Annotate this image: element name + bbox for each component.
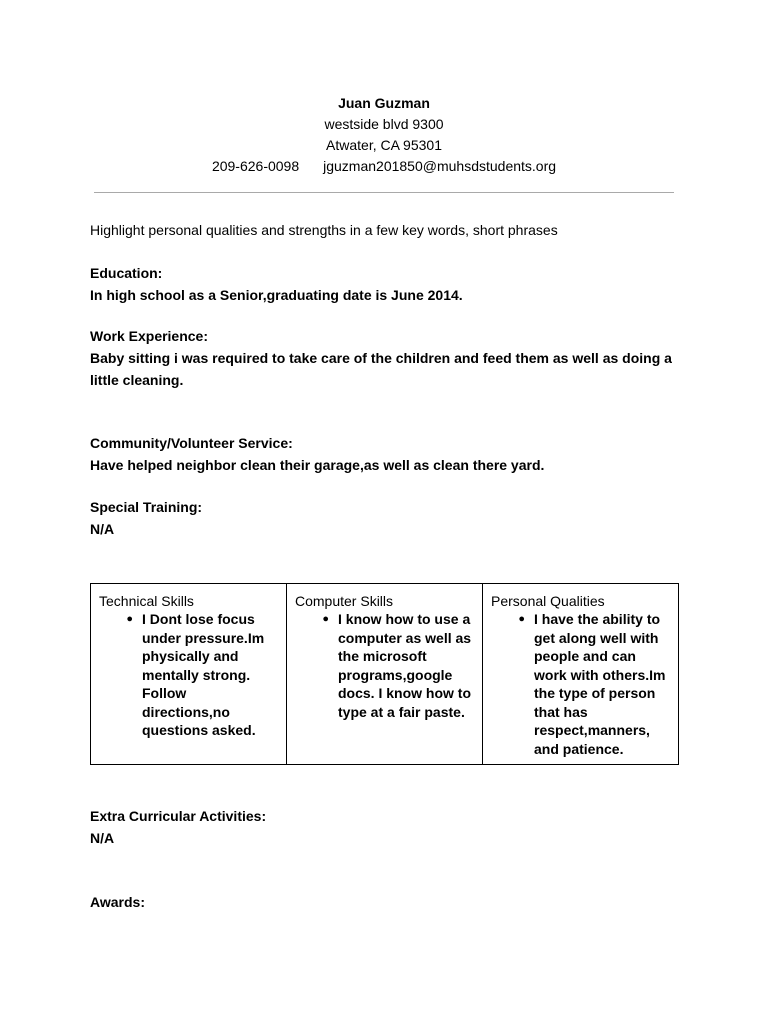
technical-skills-cell	[91, 584, 287, 765]
special-training-heading: Special Training:	[90, 499, 203, 515]
special-training-text: N/A	[90, 521, 115, 537]
address-line-2: Atwater, CA 95301	[326, 137, 442, 153]
address-line-1: westside blvd 9300	[324, 116, 444, 132]
computer-skills-heading: Computer Skills	[295, 593, 394, 609]
work-experience-text: Baby sitting i was required to take care of the children and feed them as well as doing a little cleaning.	[90, 350, 672, 388]
technical-skills-heading: Technical Skills	[99, 593, 194, 609]
personal-qualities-text: I have the ability to get along well with people and can work with others.Im the type of person that has respect,manners, and patience.	[534, 611, 666, 757]
contact-line	[0, 156, 768, 177]
awards-section	[90, 891, 690, 913]
special-training-section	[90, 496, 690, 540]
bullet-icon: ●	[126, 613, 133, 625]
extracurricular-text: N/A	[90, 830, 115, 846]
work-experience-section	[90, 325, 690, 391]
extracurricular-section	[90, 805, 690, 849]
community-service-heading: Community/Volunteer Service:	[90, 435, 293, 451]
computer-skills-cell	[287, 584, 483, 765]
community-service-section	[90, 432, 690, 476]
community-service-text: Have helped neighbor clean their garage,as well as clean there yard.	[90, 457, 545, 473]
computer-skills-text: I know how to use a computer as well as the microsoft programs,google docs. I know how to type at a fair paste.	[338, 611, 472, 720]
education-text: In high school as a Senior,graduating date is June 2014.	[90, 287, 463, 303]
personal-qualities-heading: Personal Qualities	[491, 593, 605, 609]
tagline: Highlight personal qualities and strengths in a few key words, short phrases	[90, 222, 558, 238]
awards-heading: Awards:	[90, 894, 145, 910]
education-section	[90, 262, 690, 306]
phone-number: 209-626-0098	[211, 158, 300, 174]
header-divider	[94, 192, 674, 193]
technical-skills-item	[99, 610, 278, 740]
skills-row	[91, 584, 679, 765]
bullet-icon: ●	[322, 613, 329, 625]
resume-header	[0, 93, 768, 177]
applicant-name: Juan Guzman	[338, 95, 430, 111]
technical-skills-text: I Dont lose focus under pressure.Im physically and mentally strong. Follow directions,no questions asked.	[142, 611, 265, 738]
education-heading: Education:	[90, 265, 163, 281]
computer-skills-item	[295, 610, 474, 721]
work-experience-heading: Work Experience:	[90, 328, 209, 344]
email-address: jguzman201850@muhsdstudents.org	[323, 158, 557, 174]
personal-qualities-cell	[483, 584, 679, 765]
extracurricular-heading: Extra Curricular Activities:	[90, 808, 267, 824]
bullet-icon: ●	[518, 613, 525, 625]
skills-table	[90, 583, 679, 765]
personal-qualities-item	[491, 610, 670, 758]
